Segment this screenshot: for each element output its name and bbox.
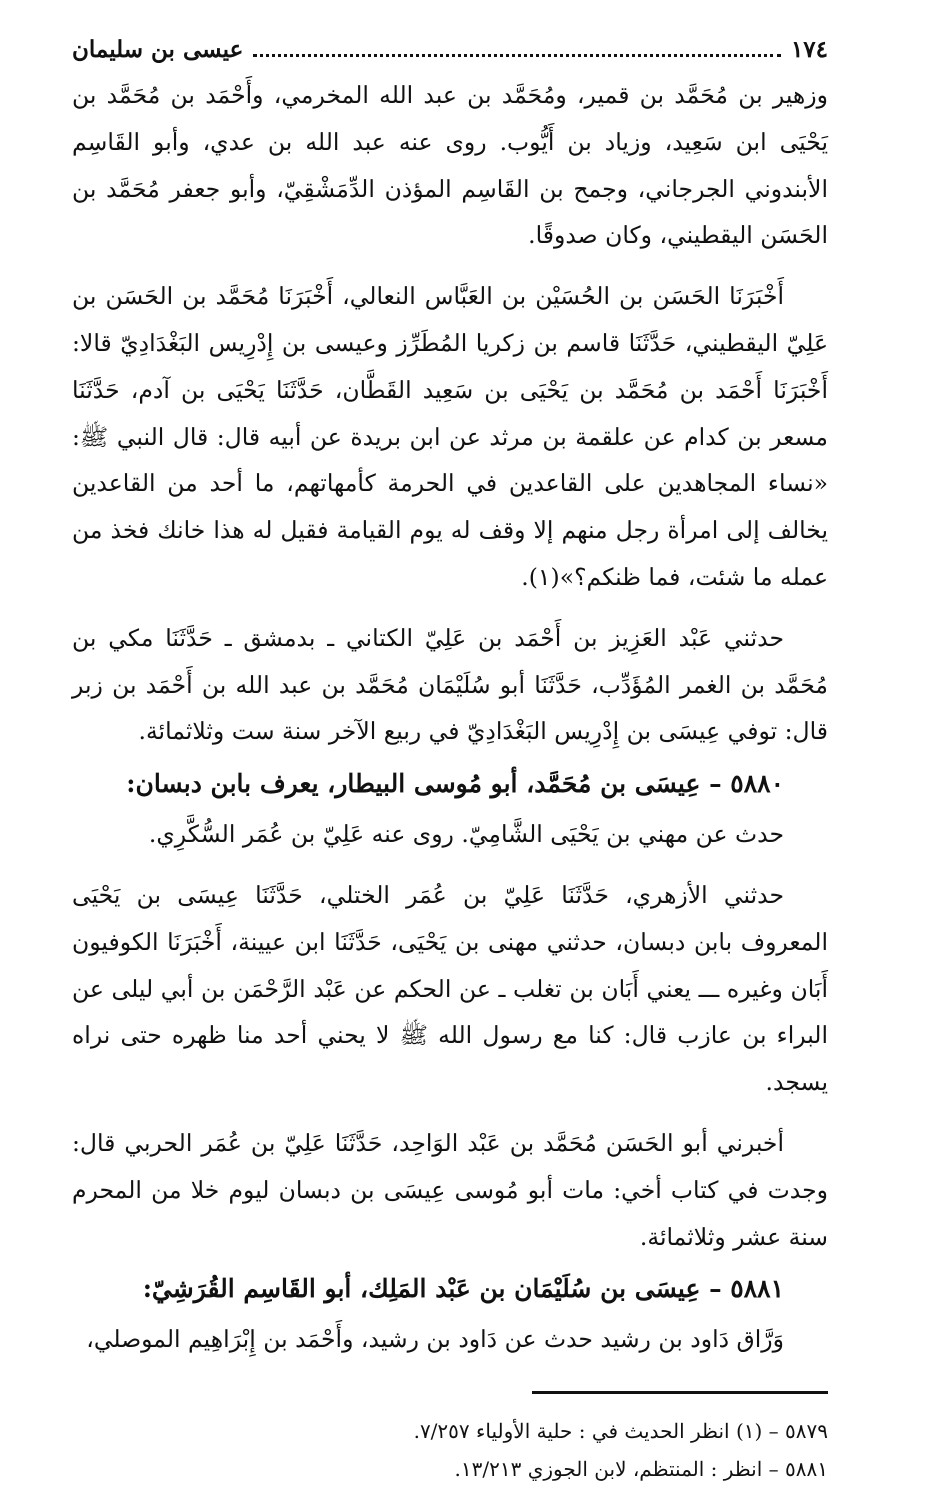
running-title: عيسى بن سليمان (72, 36, 244, 63)
footnote-5879: ٥٨٧٩ – (١) انظر الحديث في : حلية الأولياء ٧/٢٥٧. (413, 1419, 828, 1444)
book-page (72, 28, 828, 1488)
entry-5879-continuation: وزهير بن مُحَمَّد بن قمير، ومُحَمَّد بن عبد الله المخرمي، وأَحْمَد بن مُحَمَّد بن يَحْيَى ابن سَعِيد، وزياد بن أَيُّوب. روى عنه عبد الله بن عدي، وأبو القَاسِم الأبندوني الجرجاني، وجمح بن القَاسِم المؤذن الدِّمَشْقِيّ، وأبو جعفر مُحَمَّد بن الحَسَن اليقطيني، وكان صدوقًا. (72, 81, 828, 250)
entry-5881-intro: وَرَّاق دَاود بن رشيد حدث عن دَاود بن رشيد، وأَحْمَد بن إِبْرَاهِيم الموصلي، (86, 1325, 784, 1354)
death-date-paragraph: حدثني عَبْد العَزِيز بن أَحْمَد بن عَلِيّ الكتاني ـ بدمشق ـ حَدَّثَنَا مكي بن مُحَمَّد بن الغمر المُؤَدِّب، حَدَّثَنَا أبو سُلَيْمَان مُحَمَّد بن عبد الله بن أَحْمَد بن زبر قال: توفي عِيسَى بن إِدْرِيس البَغْدَادِيّ في ربيع الآخر سنة ست وثلاثمائة. (72, 623, 828, 746)
page-number: ١٧٤ (790, 36, 828, 63)
running-header (72, 28, 828, 72)
footnote-5881: ٥٨٨١ – انظر : المنتظم، لابن الجوزي ١٣/٢١٣. (454, 1457, 828, 1482)
hadith-paragraph: أَخْبَرَنَا الحَسَن بن الحُسَيْن بن العَبَّاس النعالي، أَخْبَرَنَا مُحَمَّد بن الحَسَن بن عَلِيّ اليقطيني، حَدَّثَنَا قاسم بن زكريا المُطَرِّز وعيسى بن إِدْرِيس البَغْدَادِيّ قالا: أَخْبَرَنَا أَحْمَد بن مُحَمَّد بن يَحْيَى بن سَعِيد القَطَّان، حَدَّثَنَا يَحْيَى بن آدم، حَدَّثَنَا مسعر بن كدام عن علقمة بن مرثد عن ابن بريدة عن أبيه قال: قال النبي ﷺ: «نساء المجاهدين على القاعدين في الحرمة كأمهاتهم، ما أحد من القاعدين يخالف إلى امرأة رجل منهم إلا وقف له يوم القيامة فقيل له هذا خانك فخذ من عمله ما شئت، فما ظنكم؟»(١). (72, 282, 828, 591)
footnote-separator (532, 1391, 828, 1394)
entry-5880-hadith: حدثني الأزهري، حَدَّثَنَا عَلِيّ بن عُمَر الختلي، حَدَّثَنَا عِيسَى بن يَحْيَى المعروف بابن دبسان، حدثني مهنى بن يَحْيَى، حَدَّثَنَا ابن عيينة، أَخْبَرَنَا الكوفيون أَبَان وغيره ـــ يعني أَبَان بن تغلب ـ عن الحكم عن عَبْد الرَّحْمَن بن أبي ليلى عن البراء بن عازب قال: كنا مع رسول الله ﷺ لا يحني أحد منا ظهره حتى نراه يسجد. (72, 880, 828, 1097)
entry-5880-intro: حدث عن مهني بن يَحْيَى الشَّامِيّ. روى عنه عَلِيّ بن عُمَر السُّكَّرِي. (148, 820, 784, 849)
entry-5880-death: أخبرني أبو الحَسَن مُحَمَّد بن عَبْد الوَاحِد، حَدَّثَنَا عَلِيّ بن عُمَر الحربي قال: وجدت في كتاب أخي: مات أبو مُوسى عِيسَى بن دبسان ليوم خلا من المحرم سنة عشر وثلاثمائة. (72, 1128, 828, 1251)
dotted-leader (253, 36, 781, 57)
entry-heading-5881: ٥٨٨١ – عِيسَى بن سُلَيْمَان بن عَبْد المَلِك، أبو القَاسِم القُرَشِيّ: (142, 1274, 784, 1304)
entry-heading-5880: ٥٨٨٠ – عِيسَى بن مُحَمَّد، أبو مُوسى البيطار، يعرف بابن دبسان: (126, 769, 784, 799)
